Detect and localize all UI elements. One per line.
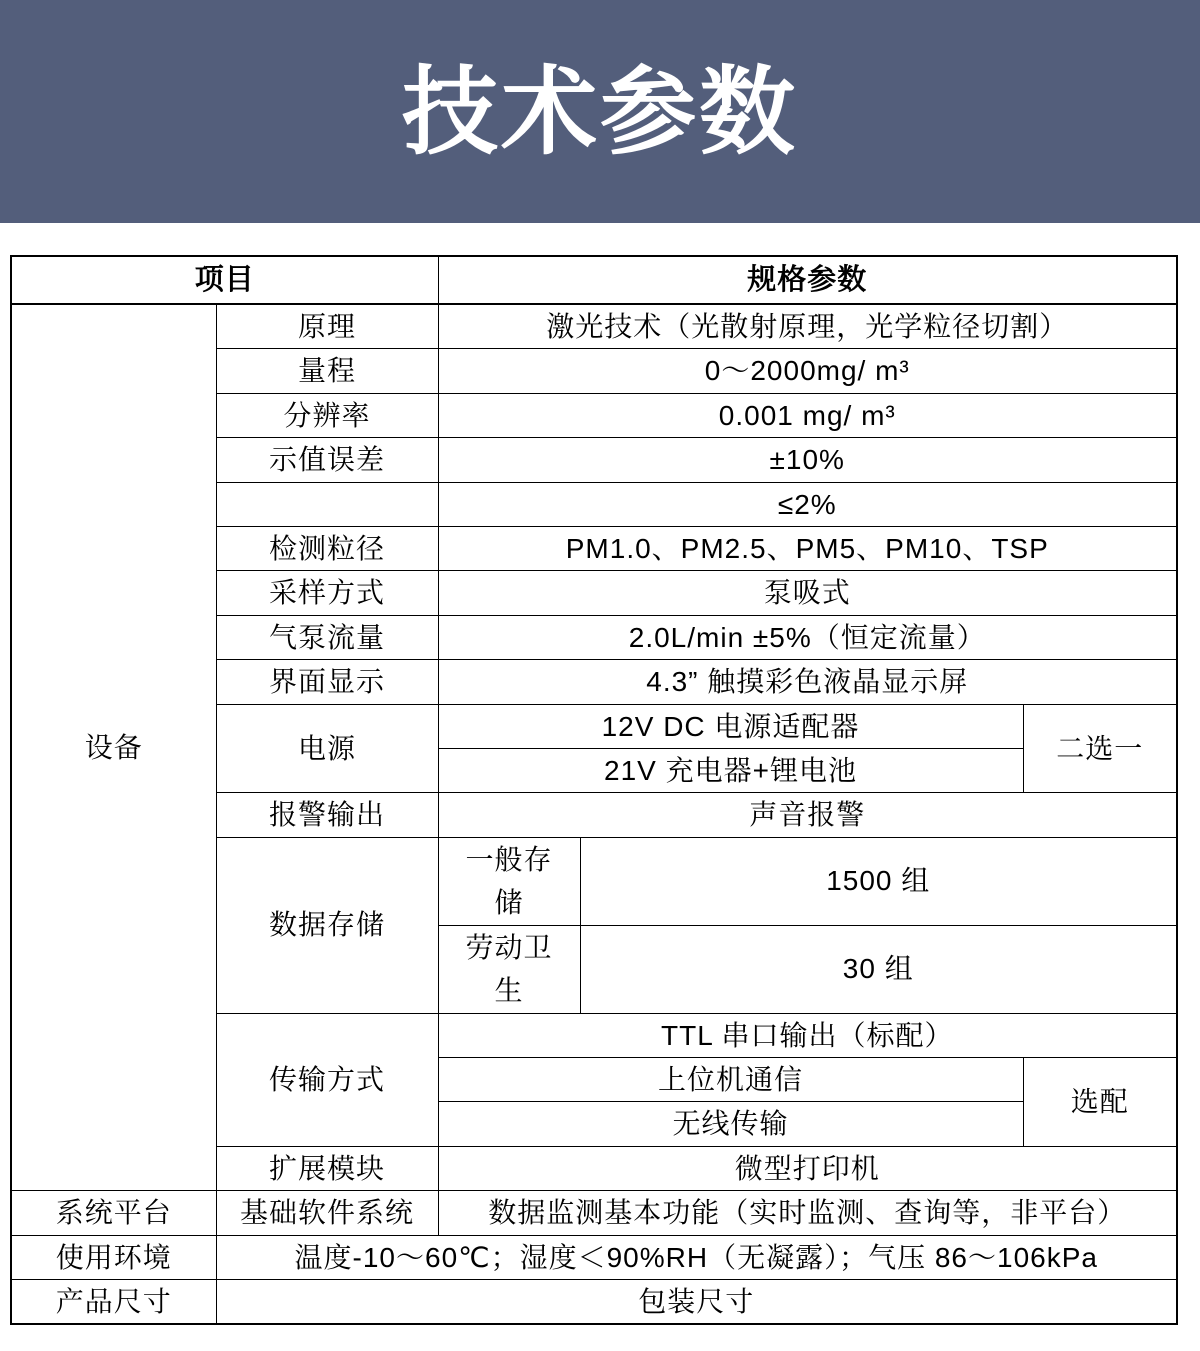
table-row-environment: [11, 1235, 1177, 1279]
row-repeatability-label: [216, 482, 438, 526]
row-expansion-value: 微型打印机: [438, 1146, 1177, 1190]
row-dimensions-label: 产品尺寸: [11, 1280, 216, 1325]
spec-table: [10, 255, 1178, 1325]
row-resolution-label: 分辨率: [216, 393, 438, 437]
col-header-spec: 规格参数: [438, 256, 1177, 304]
col-header-item: 项目: [11, 256, 438, 304]
row-transmission-option-host: 上位机通信: [438, 1058, 1023, 1102]
row-repeatability-value: ≤2%: [438, 482, 1177, 526]
page-title: 技术参数: [402, 58, 798, 166]
row-environment-value: 温度-10～60℃；湿度＜90%RH（无凝露）；气压 86～106kPa: [216, 1235, 1177, 1279]
row-sampling-label: 采样方式: [216, 571, 438, 615]
row-display-label: 界面显示: [216, 660, 438, 704]
row-storage-occupational-name: 劳动卫生: [438, 925, 580, 1013]
row-power-note: 二选一: [1023, 704, 1177, 793]
row-pump-flow-value: 2.0L/min ±5%（恒定流量）: [438, 615, 1177, 659]
row-principle-value: 激光技术（光散射原理，光学粒径切割）: [438, 304, 1177, 349]
spec-table-container: [10, 255, 1200, 1325]
banner: [0, 0, 1200, 223]
row-transmission-option-wireless: 无线传输: [438, 1102, 1023, 1146]
row-transmission-note: 选配: [1023, 1058, 1177, 1147]
row-pump-flow-label: 气泵流量: [216, 615, 438, 659]
row-sampling-value: 泵吸式: [438, 571, 1177, 615]
row-power-label: 电源: [216, 704, 438, 793]
row-storage-occupational-value: 30 组: [580, 925, 1177, 1013]
table-row-dimensions: [11, 1280, 1177, 1325]
row-particle-sizes-value: PM1.0、PM2.5、PM5、PM10、TSP: [438, 526, 1177, 570]
table-header-row: [11, 256, 1177, 304]
row-transmission-label: 传输方式: [216, 1013, 438, 1146]
table-row-principle: [11, 304, 1177, 349]
row-principle-label: 原理: [216, 304, 438, 349]
row-platform-sublabel: 基础软件系统: [216, 1191, 438, 1235]
row-dimensions-value: 包装尺寸: [216, 1280, 1177, 1325]
row-environment-label: 使用环境: [11, 1235, 216, 1279]
row-range-label: 量程: [216, 349, 438, 393]
row-alarm-value: 声音报警: [438, 793, 1177, 837]
row-indication-error-label: 示值误差: [216, 438, 438, 482]
row-alarm-label: 报警输出: [216, 793, 438, 837]
table-row-platform: [11, 1191, 1177, 1235]
row-expansion-label: 扩展模块: [216, 1146, 438, 1190]
row-resolution-value: 0.001 mg/ m³: [438, 393, 1177, 437]
row-power-option-battery: 21V 充电器+锂电池: [438, 748, 1023, 792]
row-storage-general-name: 一般存储: [438, 837, 580, 925]
row-storage-general-value: 1500 组: [580, 837, 1177, 925]
group-cell-device: 设备: [11, 304, 216, 1191]
row-transmission-standard-value: TTL 串口输出（标配）: [438, 1013, 1177, 1057]
row-power-option-adapter: 12V DC 电源适配器: [438, 704, 1023, 748]
row-indication-error-value: ±10%: [438, 438, 1177, 482]
row-particle-sizes-label: 检测粒径: [216, 526, 438, 570]
row-storage-label: 数据存储: [216, 837, 438, 1013]
row-platform-value: 数据监测基本功能（实时监测、查询等，非平台）: [438, 1191, 1177, 1235]
row-platform-label: 系统平台: [11, 1191, 216, 1235]
row-display-value: 4.3” 触摸彩色液晶显示屏: [438, 660, 1177, 704]
row-range-value: 0～2000mg/ m³: [438, 349, 1177, 393]
